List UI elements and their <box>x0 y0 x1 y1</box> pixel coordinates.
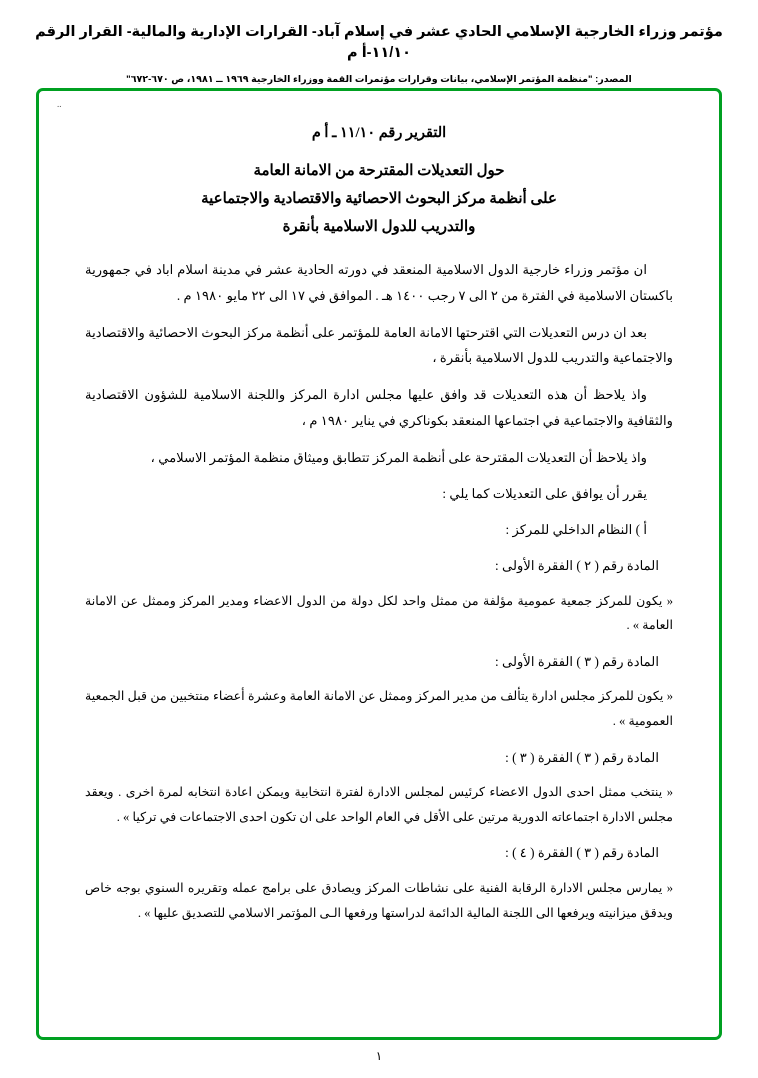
article-text-2: « يكون للمركز مجلس ادارة يتألف من مدير المركز وممثل عن الامانة العامة وعشرة أعضاء منتخبين من قبل الجمعية العمومية » . <box>85 689 673 728</box>
document-title: مؤتمر وزراء الخارجية الإسلامي الحادي عشر في إسلام آباد- القرارات الإدارية والمالية- القرار الرقم ١١/١٠-أ م <box>35 24 723 62</box>
heading-line-2: على أنظمة مركز البحوث الاحصائية والاقتصادية والاجتماعية <box>201 190 557 207</box>
decision-lead: يقرر أن يوافق على التعديلات كما يلي : <box>442 486 647 502</box>
document-header <box>0 0 758 87</box>
article-text-1: « يكون للمركز جمعية عمومية مؤلفة من ممثل واحد لكل دولة من الدول الاعضاء ومدير المركز وممثل عن الامانة العامة » . <box>85 593 673 633</box>
article-label-4: المادة رقم ( ٣ ) الفقرة ( ٤ ) : <box>505 845 659 861</box>
article-label-2: المادة رقم ( ٣ ) الفقرة الأولى : <box>495 653 659 669</box>
frame-content <box>39 91 719 1037</box>
article-label-1: المادة رقم ( ٢ ) الفقرة الأولى : <box>495 557 659 573</box>
heading-line-3: والتدريب للدول الاسلامية بأنقرة <box>282 218 476 235</box>
corner-mark: .. <box>57 99 62 109</box>
paragraph-preamble-1: ان مؤتمر وزراء خارجية الدول الاسلامية المنعقد في دورته الحادية عشر في مدينة اسلام اباد في جمهورية باكستان الاسلامية في الفترة من ٢ الى ٧ رجب ١٤٠٠ هـ . الموافق في ١٧ الى ٢٢ مايو ١٩٨٠ م . <box>85 262 673 303</box>
page-number: ١ <box>375 1049 383 1063</box>
report-number: التقرير رقم ١١/١٠ ـ أ م <box>311 125 447 141</box>
green-bordered-frame <box>36 88 722 1040</box>
article-text-4: « يمارس مجلس الادارة الرقابة الفنية على نشاطات المركز ويصادق على برامج عمله وتقريره السنوي بوجه خاص ويدقق ميزانيته ويرفعها الى اللجنة المالية الدائمة لدراستها ورفعها الـى المؤتمر الاسلامي للتصديق عليها » . <box>85 881 673 920</box>
document-source-note: المصدر: "منظمة المؤتمر الإسلامي، بيانات وقرارات مؤتمرات القمة ووزراء الخارجية ١٩٦٩ ــ ١٩٨١، ص ٦٧٠-٦٧٢" <box>126 74 632 86</box>
paragraph-preamble-2: بعد ان درس التعديلات التي اقترحتها الامانة العامة للمؤتمر على أنظمة مركز البحوث الاحصائية والاقتصادية والاجتماعية والتدريب للدول الاسلامية بأنقرة ، <box>85 324 673 366</box>
article-text-3: « ينتخب ممثل احدى الدول الاعضاء كرئيس لمجلس الادارة لفترة انتخابية ويمكن اعادة انتخابه لمرة اخرى . ويعقد مجلس الادارة اجتماعاته الدورية مرتين على الأقل في العام الواحد على ان تكون احدى الاجتماعات في تركيا » . <box>85 785 673 824</box>
heading-line-1: حول التعديلات المقترحة من الامانة العامة <box>253 163 505 179</box>
paragraph-preamble-3: واذ يلاحظ أن هذه التعديلات قد وافق عليها مجلس ادارة المركز واللجنة الاسلامية للشؤون الاقتصادية والثقافية والاجتماعية في اجتماعها المنعقد بكوناكري في يناير ١٩٨٠ م ، <box>85 387 673 428</box>
paragraph-preamble-4: واذ يلاحظ أن التعديلات المقترحة على أنظمة المركز تتطابق وميثاق منظمة المؤتمر الاسلامي ، <box>150 449 647 465</box>
article-label-3: المادة رقم ( ٣ ) الفقرة ( ٣ ) : <box>505 749 659 765</box>
section-a-label: أ ) النظام الداخلي للمركز : <box>505 522 647 538</box>
report-heading <box>85 158 673 241</box>
